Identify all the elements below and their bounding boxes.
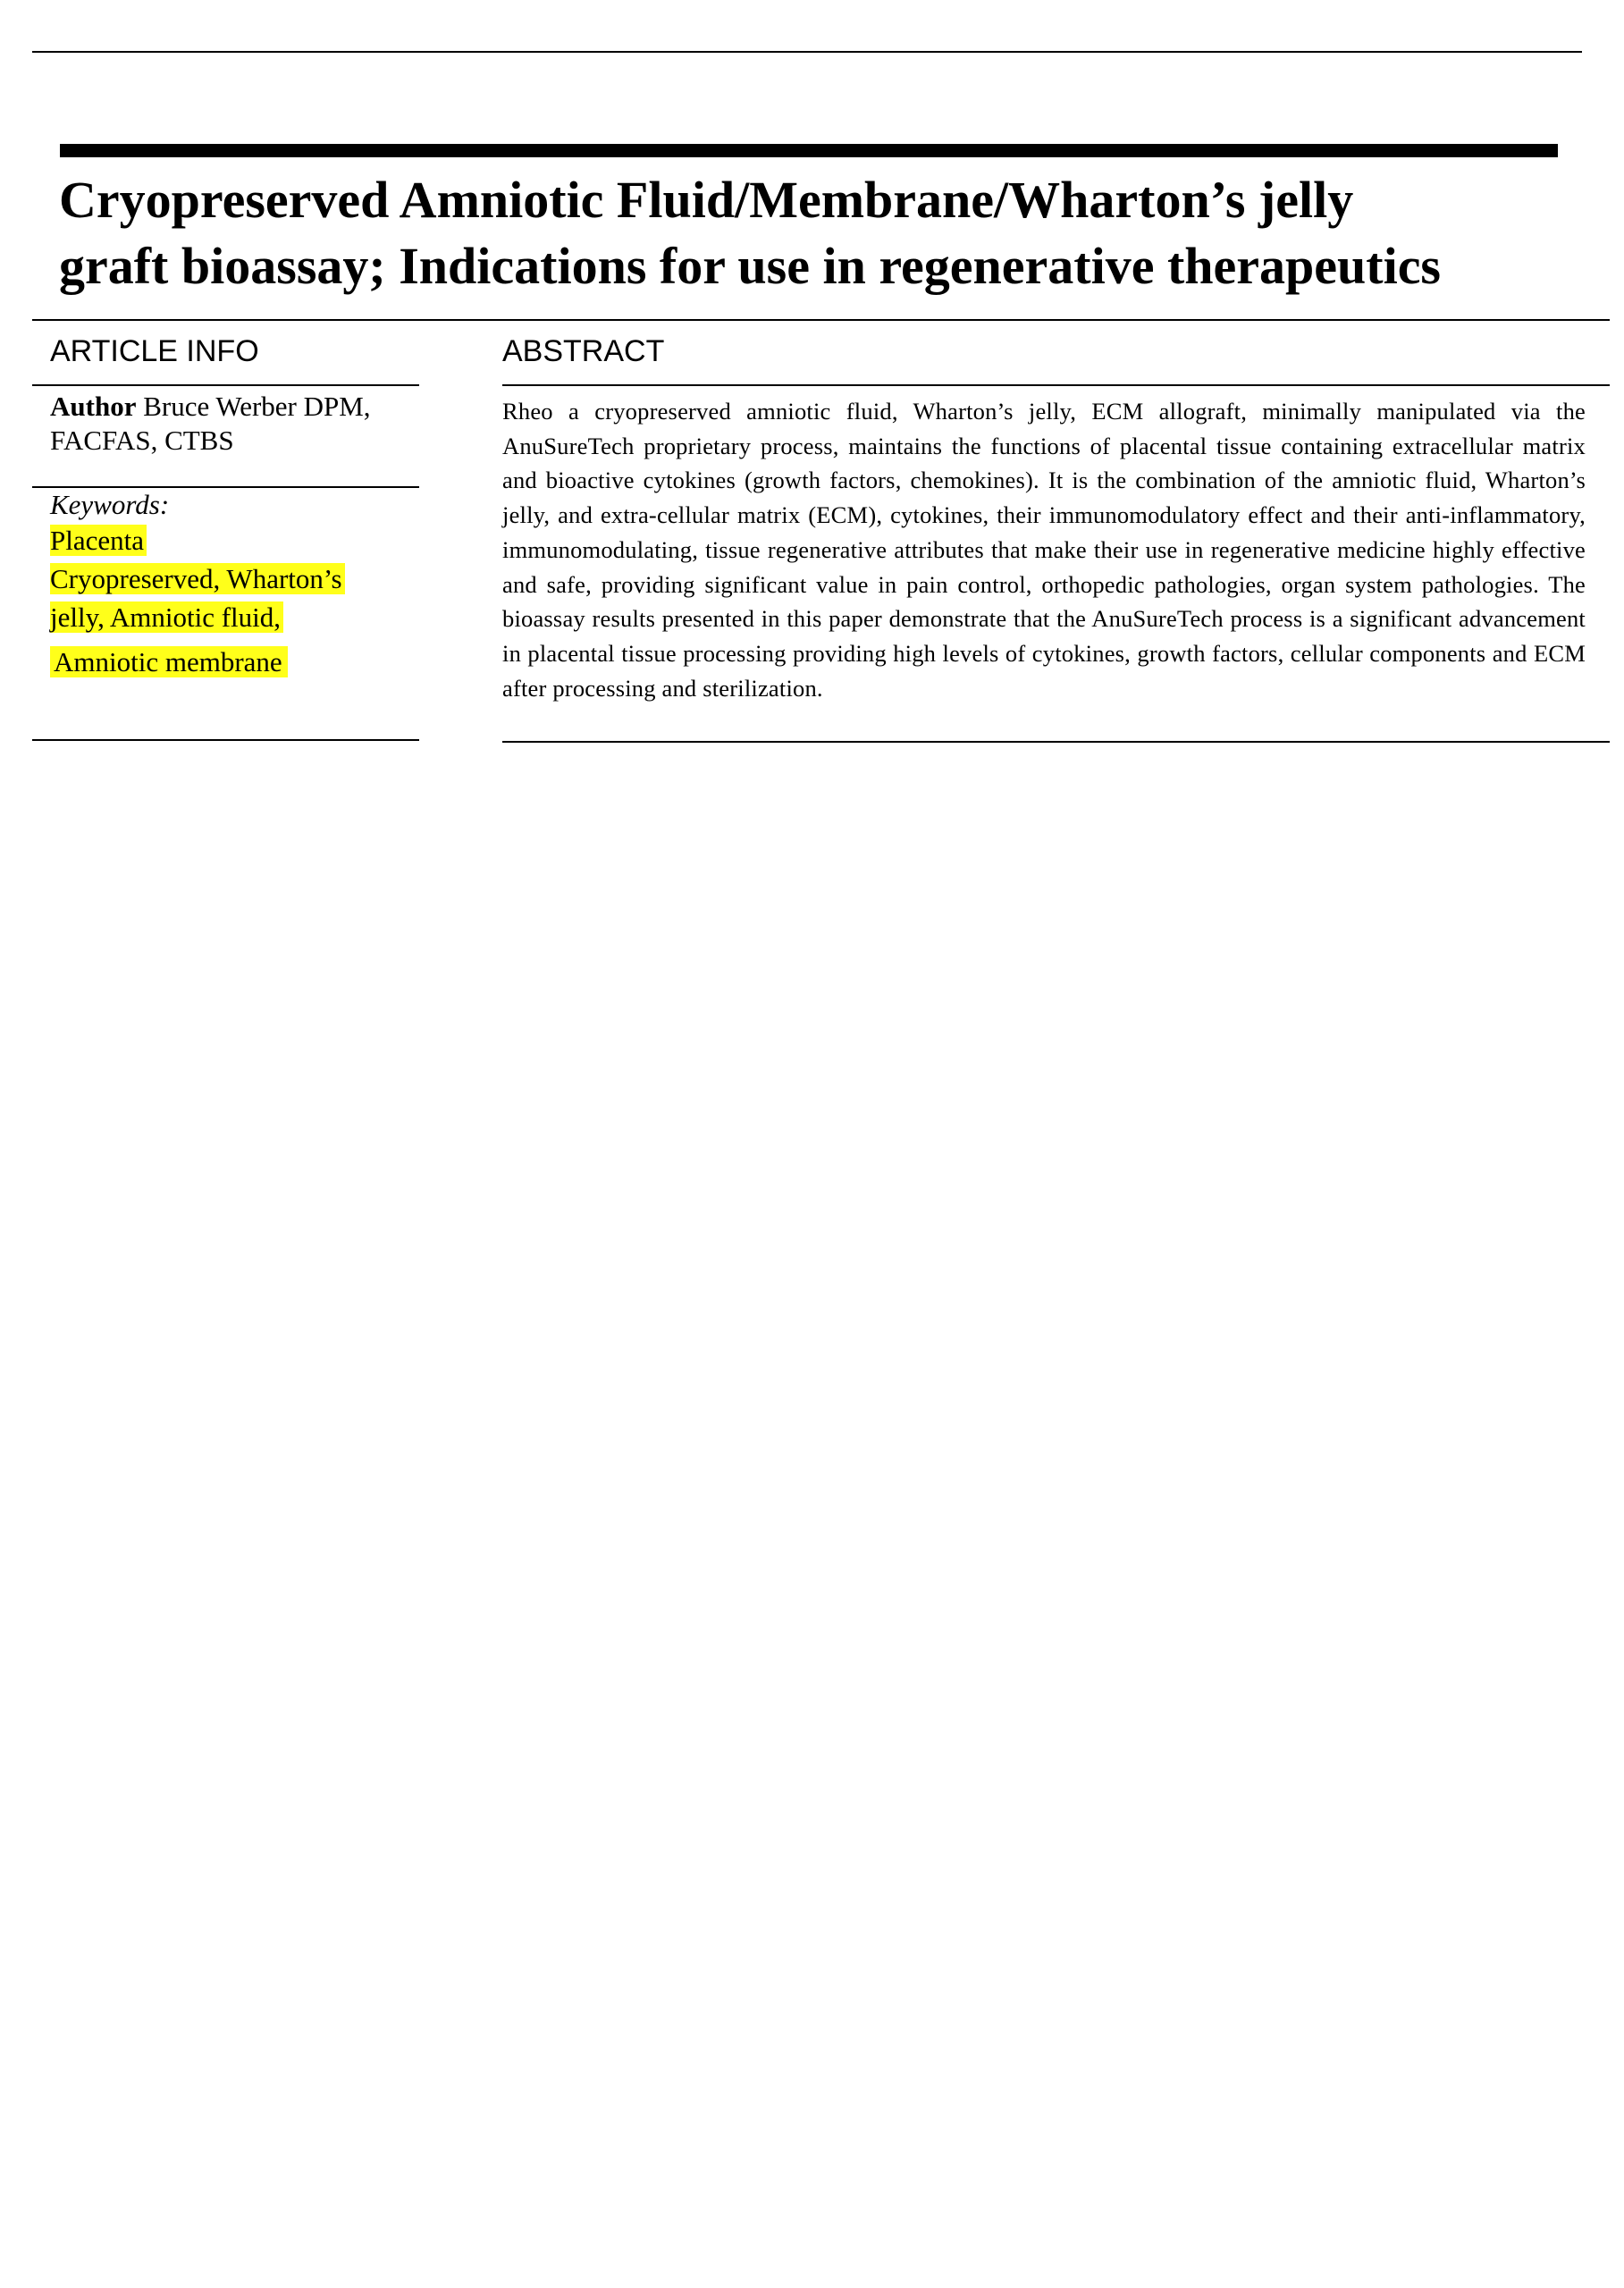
keyword-text: Cryopreserved, Wharton’s	[50, 563, 345, 594]
abstract-bottom-divider	[502, 741, 1610, 743]
paper-title-line-1: Cryopreserved Amniotic Fluid/Membrane/Wharton’s jelly	[59, 171, 1354, 229]
author-divider	[32, 486, 419, 488]
abstract-text: Rheo a cryopreserved amniotic fluid, Wharton’s jelly, ECM allograft, minimally manipulated via the AnuSureTech proprietary process, maintains the functions of placental tissue containing extracellular matrix and bioactive cytokines (growth factors, chemokines). It is the combination of the amniotic fluid, Wharton’s jelly, and extra-cellular matrix (ECM), cytokines, their immunomodulatory effect and their anti-inflammatory, immunomodulating, tissue regenerative attributes that make their use in regenerative medicine highly effective and safe, providing significant value in pain control, orthopedic pathologies, organ system pathologies. The bioassay results presented in this paper demonstrate that the AnuSureTech process is a significant advancement in placental tissue processing providing high levels of cytokines, growth factors, cellular components and ECM after processing and sterilization.	[502, 398, 1586, 702]
title-bar-divider	[60, 144, 1558, 157]
keyword-item	[50, 524, 147, 558]
keywords-bottom-divider	[32, 739, 419, 741]
keyword-text: Amniotic membrane	[50, 646, 288, 677]
paper-title	[59, 167, 1596, 299]
author-name: Bruce Werber DPM, FACFAS, CTBS	[50, 391, 371, 456]
article-info-divider	[32, 384, 419, 386]
article-info-heading: ARTICLE INFO	[50, 334, 259, 368]
keyword-text: jelly, Amniotic fluid,	[50, 601, 283, 633]
keyword-item	[50, 601, 283, 635]
keyword-item	[50, 562, 345, 596]
keyword-item	[50, 645, 288, 679]
author-label: Author	[50, 391, 137, 422]
abstract-divider	[502, 384, 1610, 386]
title-bottom-divider	[32, 319, 1610, 321]
keyword-text: Placenta	[50, 525, 147, 556]
keywords-label: Keywords:	[50, 489, 170, 520]
author-block	[50, 390, 417, 458]
paper-title-line-2: graft bioassay; Indications for use in regenerative therapeutics	[59, 237, 1442, 295]
abstract-heading: ABSTRACT	[502, 334, 665, 368]
top-divider	[32, 51, 1582, 53]
